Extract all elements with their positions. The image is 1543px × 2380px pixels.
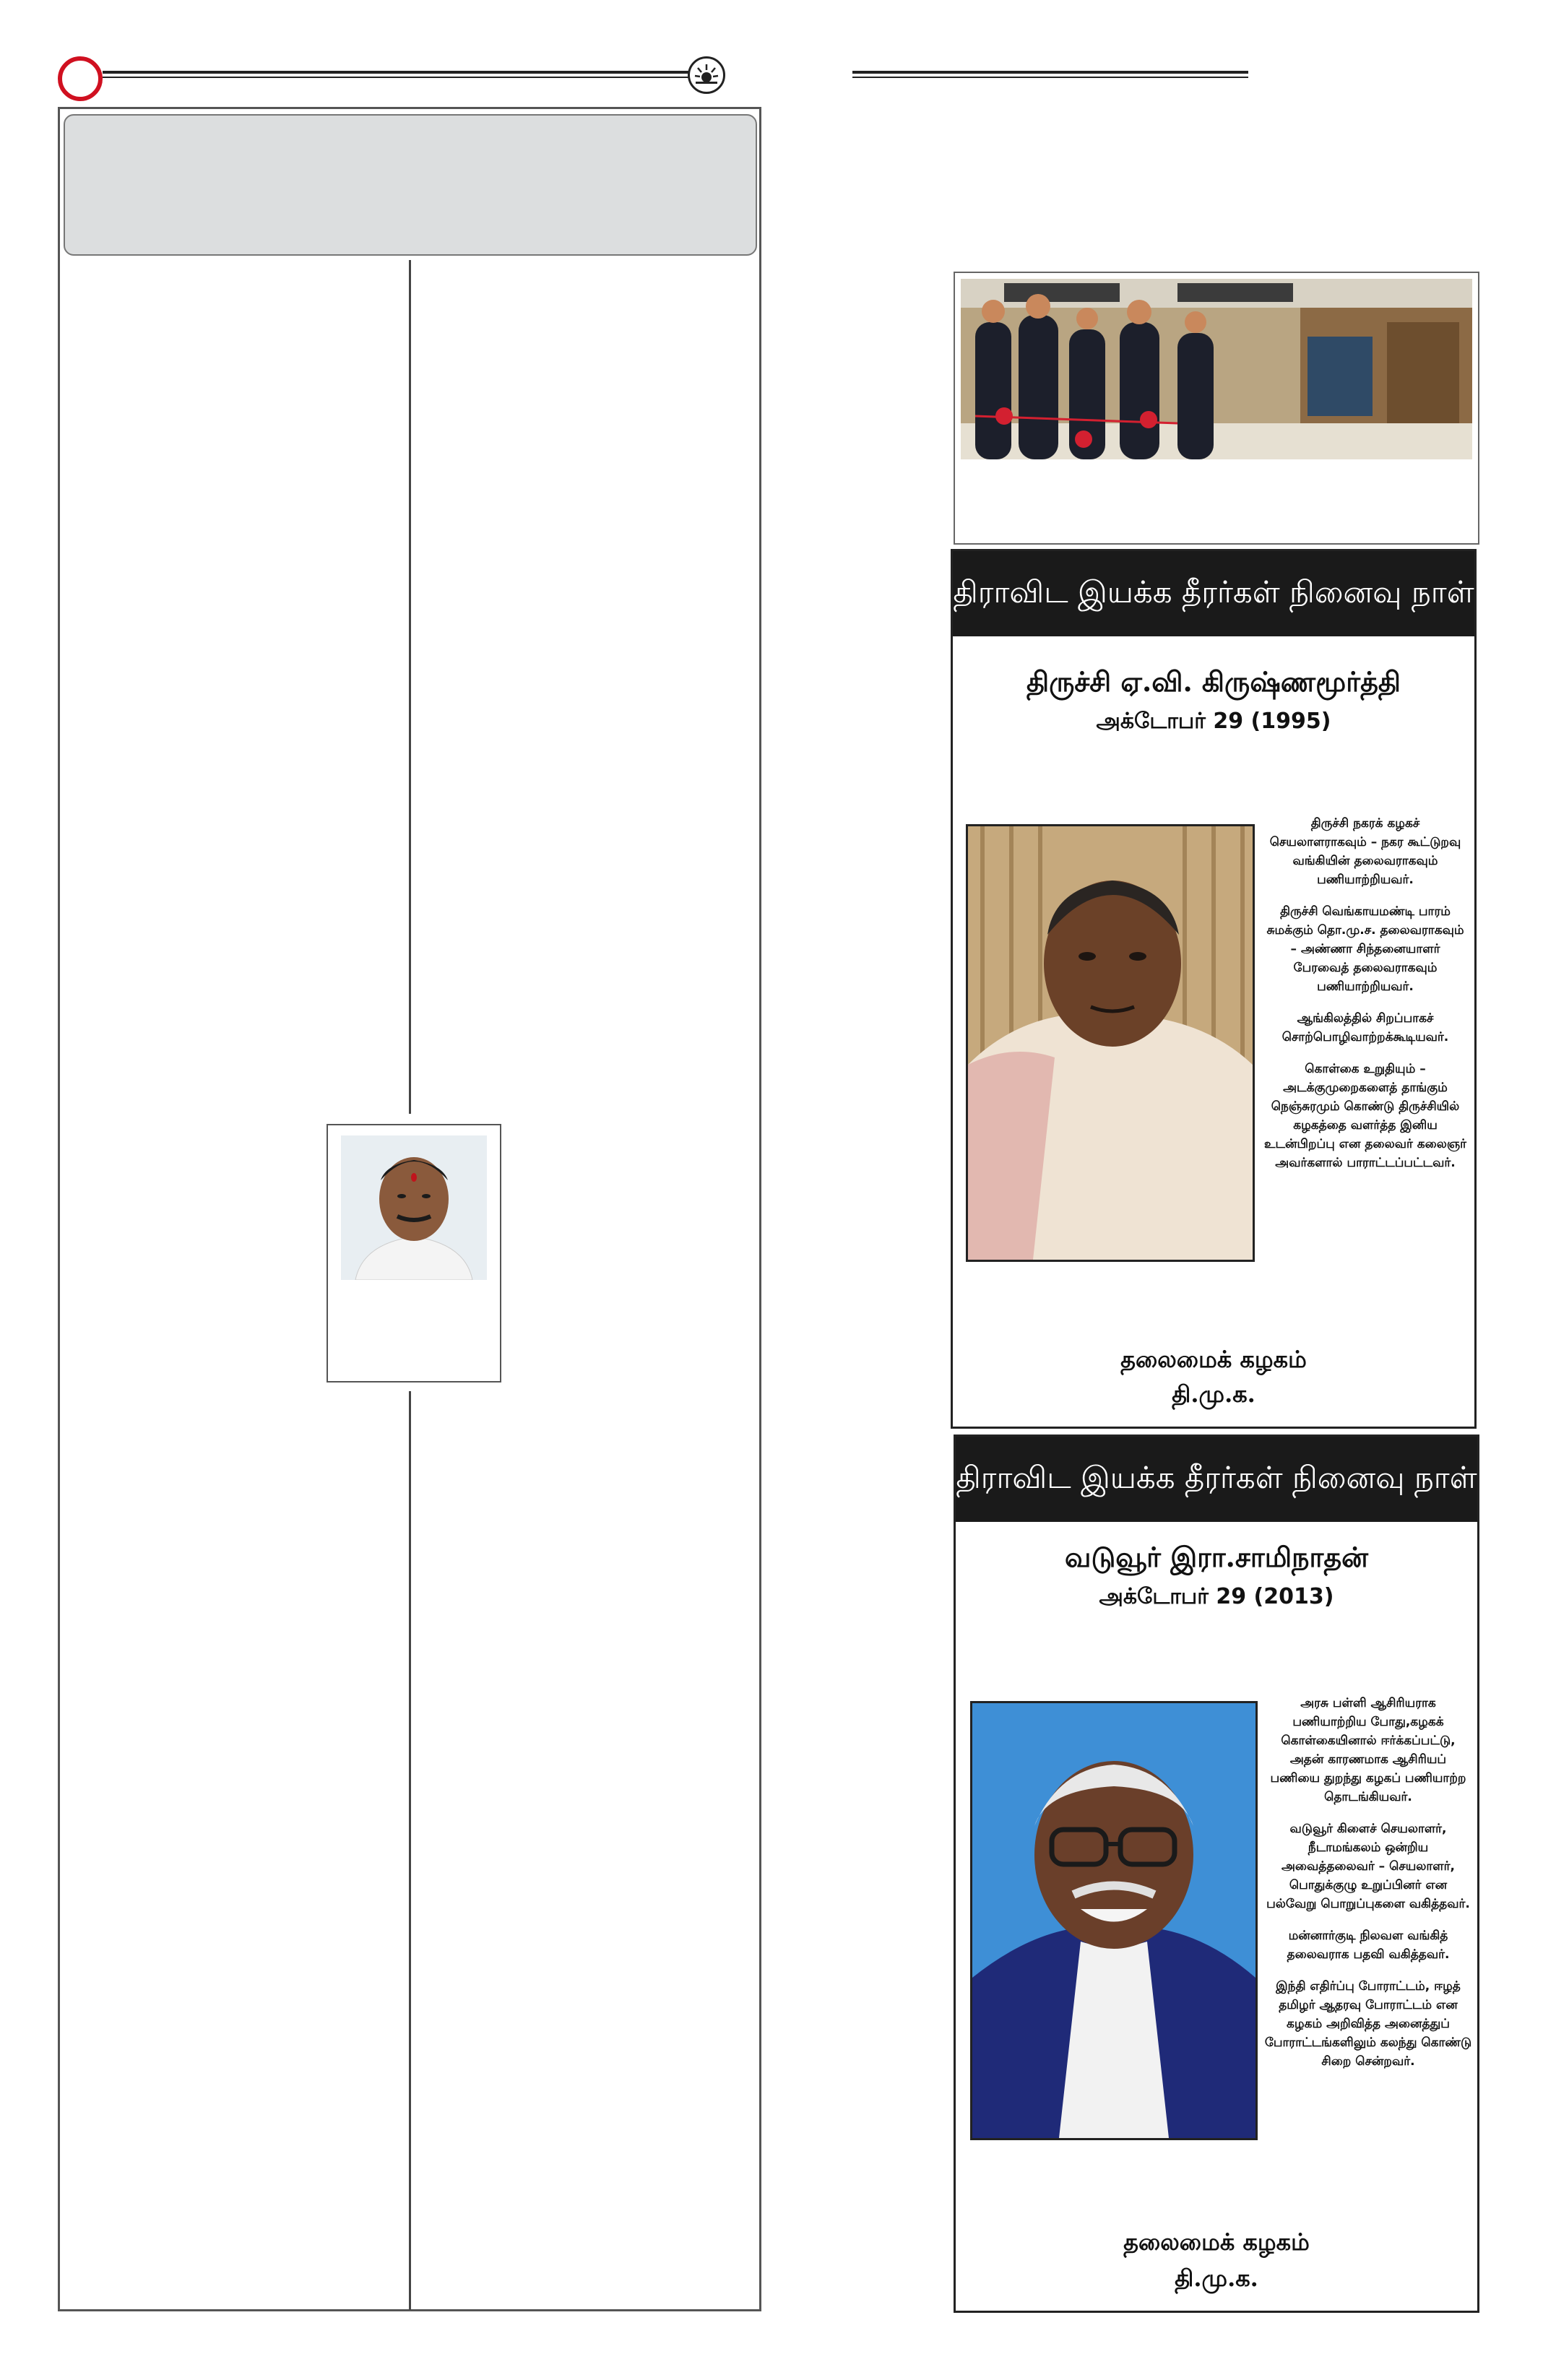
column-divider-bottom [409,1391,411,2310]
header-rule-left-thin [103,77,689,78]
column-divider-top [409,260,411,1114]
tribute-2-bio-para: அரசு பள்ளி ஆசிரியராக பணியாற்றிய போது,கழகக் கொள்கையினால் ஈர்க்கப்பட்டு, அதன் காரணமாக ஆசிரியப் பணியை துறந்து கழகப் பணியாற்ற தொடங்கியவர். [1270,1696,1466,1804]
tribute-1-bio-para: ஆங்கிலத்தில் சிறப்பாகச் சொற்பொழிவாற்றக்கூடியவர். [1281,1011,1449,1044]
tribute-2-portrait [970,1701,1258,2140]
header-rule-right-thin [852,77,1248,78]
tribute-box-2 [954,1435,1479,2313]
tribute-1-band-title: திராவிட இயக்க தீரர்கள் நினைவு நாள் [953,551,1474,636]
tribute-2-date: அக்டோபர் 29 (2013) [1099,1584,1334,1609]
tribute-1-date: அக்டோபர் 29 (1995) [1096,709,1331,734]
news-photo-box [954,272,1479,545]
tribute-2-bio-para: இந்தி எதிர்ப்பு போராட்டம், ஈழத் தமிழர் ஆதரவு போராட்டம் என கழகம் அறிவித்த அனைத்துப் போராட்டங்களிலும் கலந்து கொண்டு சிறை சென்றவர். [1264,1979,1472,2069]
tribute-1-portrait [966,824,1255,1262]
exhibition-inauguration-photo [961,279,1472,459]
tribute-1-signature-line1: தலைமைக் கழகம் [1120,1346,1307,1373]
tribute-2-bio-para: வடுவூர் கிளைச் செயலாளர், நீடாமங்கலம் ஒன்றிய அவைத்தலைவர் – செயலாளர், பொதுக்குழு உறுப்பினர் என பல்வேறு பொறுப்புகளை வகித்தவர். [1266,1822,1470,1911]
tribute-2-bio-para: மன்னார்குடி நிலவள வங்கித் தலைவராக பதவி வகித்தவர். [1287,1929,1450,1962]
tribute-2-signature-line2: தி.மு.க. [1175,2264,1258,2292]
tribute-2-bio [1263,1694,1473,2084]
article-inset-portrait [341,1135,487,1280]
tribute-1-signature-line2: தி.மு.க. [1172,1380,1255,1408]
tribute-1-bio-para: கொள்கை உறுதியும் – அடக்குமுறைகளைத் தாங்கும் நெஞ்சுரமும் கொண்டு திருச்சியில் கழகத்தை வளர்த்த இனிய உடன்பிறப்பு என தலைவர் கலைஞர் அவர்களால் பாராட்டப்பட்டவர். [1264,1062,1466,1170]
header-rule-right [852,71,1248,74]
tribute-box-1 [951,549,1477,1429]
page-number-circle [58,56,103,101]
tribute-1-bio [1262,814,1469,1185]
tribute-1-name: திருச்சி ஏ.வி. கிருஷ்ணமூர்த்தி [1026,665,1401,698]
header-rule-left [103,71,689,74]
article-inset-photo-box [327,1124,501,1382]
tribute-2-band-title: திராவிட இயக்க தீரர்கள் நினைவு நாள் [956,1437,1477,1522]
tribute-2-name: வடுவூர் இரா.சாமிநாதன் [1064,1541,1369,1573]
tribute-1-bio-para: திருச்சி நகரக் கழகச் செயலாளராகவும் – நகர கூட்டுறவு வங்கியின் தலைவராகவும் பணியாற்றியவர். [1269,816,1461,887]
tribute-2-signature-line1: தலைமைக் கழகம் [1123,2228,1310,2256]
article-headline-box [64,114,757,256]
tribute-1-bio-para: திருச்சி வெங்காயமண்டி பாரம் சுமக்கும் தொ.மு.ச. தலைவராகவும் – அண்ணா சிந்தனையாளர் பேரவைத் தலைவராகவும் பணியாற்றியவர். [1266,904,1464,994]
rising-sun-emblem-icon [688,56,725,94]
